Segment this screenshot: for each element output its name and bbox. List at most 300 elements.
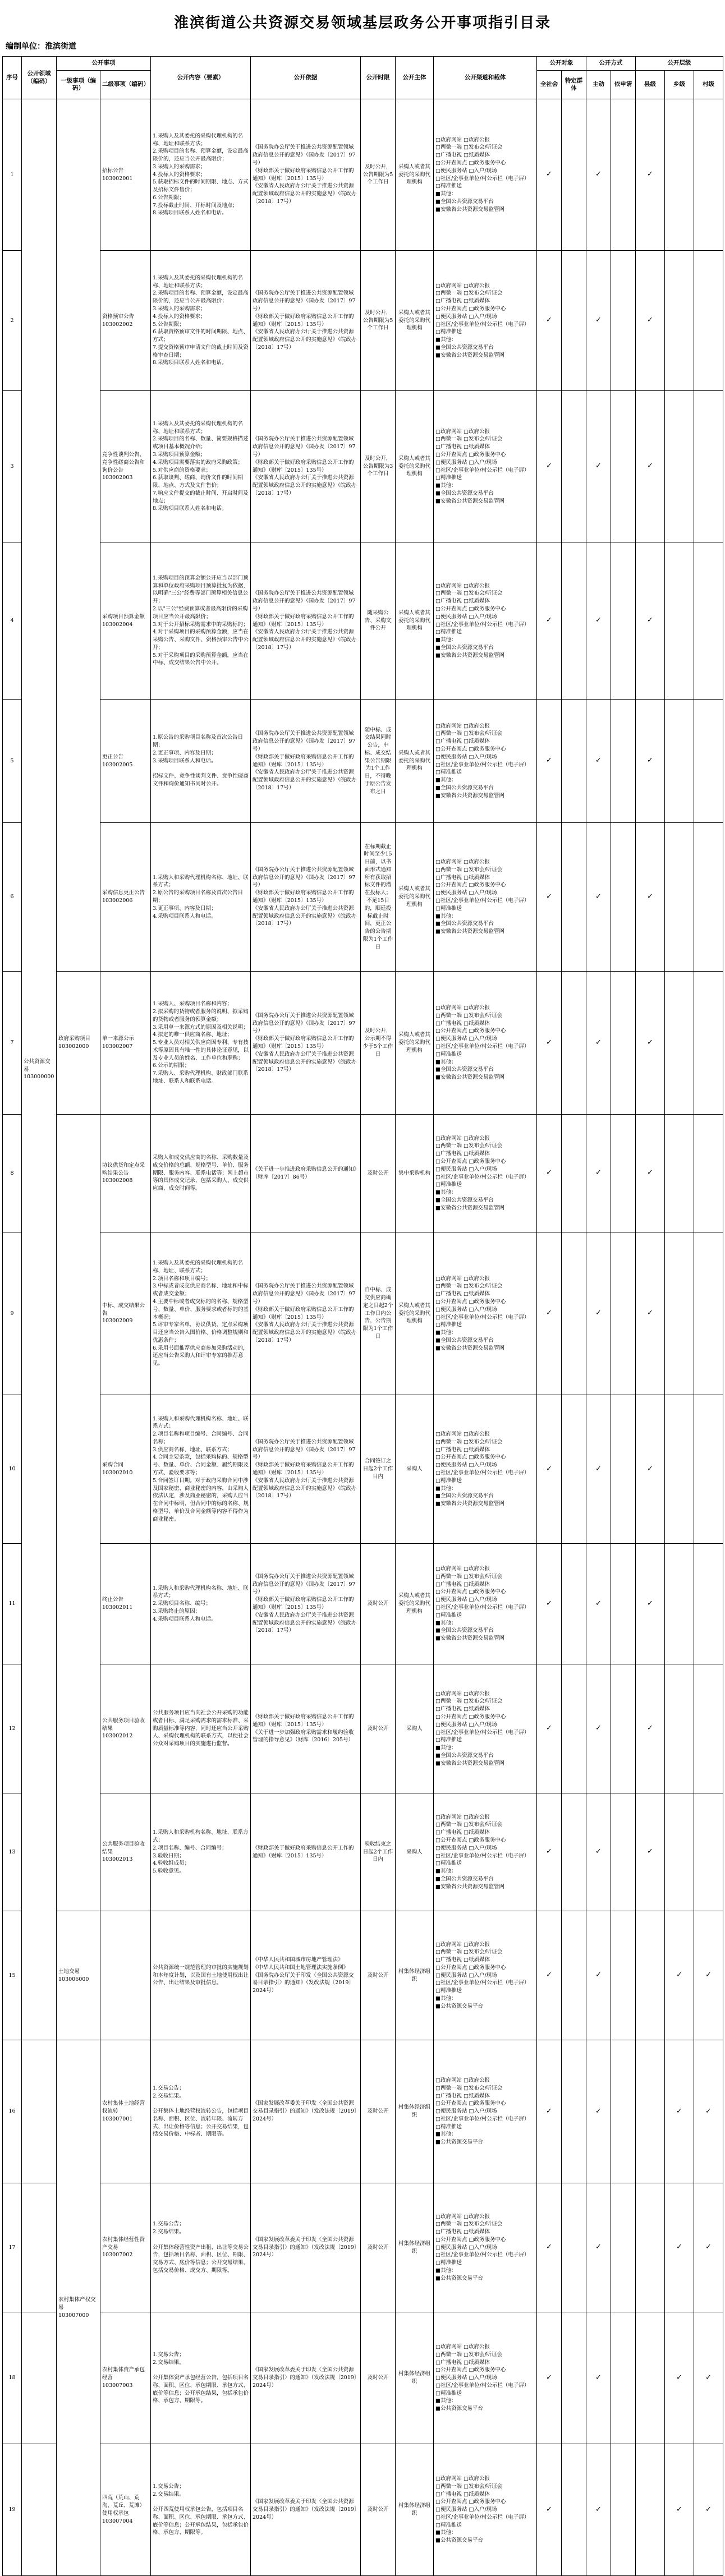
mark-specific-group — [562, 1115, 586, 1232]
mark-active: ✓ — [586, 542, 611, 700]
mark-active: ✓ — [586, 1232, 611, 1395]
basis-cell: 《国务院办公厅关于推进公共资源配置领域政府信息公开的意见》（国办发〔2017〕97号） 《财政部关于做好政府采购信息公开工作的通知》（财库〔2015〕135号） 《安徽省人民政府办公厅关于推进公共资源配置领域政府信息公开的实施意见》（皖政办〔2018〕17号） — [251, 99, 361, 251]
directory-table — [2, 56, 723, 2576]
mark-on-request — [611, 391, 636, 542]
mark-active: ✓ — [586, 823, 611, 972]
mark-all-society: ✓ — [537, 251, 562, 391]
subject-cell: 采购人 — [396, 1664, 434, 1793]
row-seq: 11 — [3, 1544, 22, 1664]
row-seq: 4 — [3, 542, 22, 700]
basis-cell: 《国家发展改革委关于印发〈全国公共资源交易目录指引〉的通知》（发改法规〔2019〕2024号） — [251, 2444, 361, 2576]
basis-cell: 《国务院办公厅关于推进公共资源配置领域政府信息公开的意见》（国办发〔2017〕97号） 《财政部关于做好政府采购信息公开工作的通知》（财库〔2015〕135号） 《安徽省人民政府办公厅关于推进公共资源配置领域政府信息公开的实施意见》（皖政办〔2018〕17号） — [251, 1395, 361, 1544]
mark-on-request — [611, 1911, 636, 2040]
row-seq: 10 — [3, 1395, 22, 1544]
channel-cell: □政府网站 □政府公报 □两微一端 □发布会/听证会 □广播电视 □纸质媒体 □公开查阅点 □政务服务中心 □便民服务站 □入户/现场 □社区/企事业单位/村公示栏（电子屏） □精准推送 ■其他： ■全国公共资源交易平台 ■安徽省公共资源交易监管网 — [434, 700, 537, 823]
level1-cell: 土地交易 103006000 — [57, 1911, 100, 2040]
table-row — [3, 1911, 723, 2040]
row-seq: 6 — [3, 823, 22, 972]
basis-cell: 《国务院办公厅关于推进公共资源配置领域政府信息公开的意见》（国办发〔2017〕97号） 《财政部关于做好政府采购信息公开工作的通知》（财库〔2015〕135号） 《安徽省人民政府办公厅关于推进公共资源配置领域政府信息公开的实施意见》（皖政办〔2018〕17号） — [251, 542, 361, 700]
mark-town — [665, 1232, 694, 1395]
mark-all-society: ✓ — [537, 1395, 562, 1544]
mark-county: ✓ — [636, 1793, 665, 1911]
channel-cell: □政府网站 □政府公报 □两微一端 □发布会/听证会 □广播电视 □纸质媒体 □公开查阅点 □政务服务中心 □便民服务站 □入户/现场 □社区/企事业单位/村公示栏（电子屏） □精准推送 ■其他： ■全国公共资源交易平台 ■安徽省公共资源交易监管网 — [434, 1544, 537, 1664]
table-row — [3, 2040, 723, 2183]
mark-county: ✓ — [636, 972, 665, 1115]
mark-specific-group — [562, 391, 586, 542]
mark-town — [665, 1115, 694, 1232]
header-content: 公开内容（要素） — [151, 57, 251, 99]
header-target: 公开对象 — [537, 57, 586, 71]
mark-town — [665, 1395, 694, 1544]
mark-on-request — [611, 251, 636, 391]
mark-village — [694, 1232, 723, 1395]
mark-town — [665, 1793, 694, 1911]
mark-town — [665, 1544, 694, 1664]
content-cell: 采购人和成交供应商的名称、采购数量及成交价格的总额、规格型号、单价、服务期限、服务内容、联系电话等；网上超市等的具体成交记录，包括采购人、成交供应商、成交时间等。 — [151, 1115, 251, 1232]
row-seq: 3 — [3, 391, 22, 542]
row-seq: 16 — [3, 2040, 22, 2183]
content-cell: 1.采购人及其委托的采购代理机构的名称、地址和联系方法； 2.采购项目的名称、预算金额，设定最高限价的，还应当公开最高限价； 3.采购人的采购需求； 4.投标人的资格要求； 5.公告期限； 6.获取资格预审文件的时间期限、地点、方式； 7.提交资格预审申请文件的截止时间及资格审查日期； 8.采购项目联系人姓名和电话。 — [151, 251, 251, 391]
mark-active: ✓ — [586, 1395, 611, 1544]
domain-cell: 公共资源交易 103000000 — [22, 99, 57, 2040]
content-cell: 1.交易公告； 2.交易结果。 公开四荒使用权承包公告，包括项目名称、面积、区位、承包期限、承包方式、底价等信息；公开承包结果，包括承包价格、承包方、期限等。 — [151, 2444, 251, 2576]
time-cell: 合同签订之日起2个工作日内 — [361, 1395, 396, 1544]
mark-village — [694, 251, 723, 391]
mark-active: ✓ — [586, 700, 611, 823]
mark-on-request — [611, 99, 636, 251]
mark-all-society: ✓ — [537, 972, 562, 1115]
mark-on-request — [611, 2312, 636, 2444]
mark-all-society: ✓ — [537, 700, 562, 823]
basis-cell: 《国务院办公厅关于推进公共资源配置领域政府信息公开的意见》（国办发〔2017〕97号） 《财政部关于做好政府采购信息公开工作的通知》（财库〔2015〕135号） 《安徽省人民政府办公厅关于推进公共资源配置领域政府信息公开的实施意见》（皖政办〔2018〕17号） — [251, 700, 361, 823]
row-seq: 12 — [3, 1664, 22, 1793]
mark-specific-group — [562, 1911, 586, 2040]
row-seq: 2 — [3, 251, 22, 391]
content-cell: 1.采购项目的预算金额公开应当以部门预算和单位政府采购项目预算批复为依据，以明确"三公"经费等部门预算相关信息公开； 2.以"三公"经费预算或者最高限价的采购项目应当公开最高限价； 3.对于公开招标采购需求中的采购标的； 4.对于采购项目的采购预算金额，应当在采购公告、采购文件、资格预审公告中公开； 5.对于采购项目的采购预算金额，应当在中标、成交结果公告中公开。 — [151, 542, 251, 700]
header-level2: 二级事项（编码） — [100, 71, 151, 99]
table-row — [3, 823, 723, 972]
level2-cell: 采购合同 103002010 — [100, 1395, 151, 1544]
mark-county: ✓ — [636, 1395, 665, 1544]
mark-county: ✓ — [636, 1544, 665, 1664]
basis-cell: 《财政部关于做好政府采购信息公开工作的通知》（财库〔2015〕135号） — [251, 1793, 361, 1911]
mark-active: ✓ — [586, 2444, 611, 2576]
mark-on-request — [611, 2444, 636, 2576]
mark-active: ✓ — [586, 2312, 611, 2444]
content-cell: 1.交易公告； 2.交易结果。 公开集体资产承包经营公告，包括项目名称、面积、区位、承包期限、承包方式、底价等信息；公开承包结果，包括承包价格、承包方、期限等。 — [151, 2312, 251, 2444]
subject-cell: 采购人或者其委托的采购代理机构 — [396, 542, 434, 700]
mark-county — [636, 2183, 665, 2312]
header-item: 公开事项 — [57, 57, 151, 71]
mark-all-society: ✓ — [537, 391, 562, 542]
table-row — [3, 2183, 723, 2312]
mark-town — [665, 251, 694, 391]
level1-cell: 政府采购项目 103002000 — [57, 972, 100, 1115]
level1-cell — [57, 1115, 100, 1911]
content-cell: 1.交易公告； 2.交易结果。 公开集体经营性资产出租、出让等交易公告，包括项目名称、面积、区位、期限、交易方式、底价等信息；公开交易结果，包括交易价格、成交方、期限等。 — [151, 2183, 251, 2312]
content-cell: 公共资源统一规范管理的审批的实施规划和本年度计划，以及国有土地使用权出让公告、出让结果及审批信息。 — [151, 1911, 251, 2040]
channel-cell: □政府网站 □政府公报 □两微一端 □发布会/听证会 □广播电视 □纸质媒体 □公开查阅点 □政务服务中心 □便民服务站 □入户/现场 □社区/企事业单位/村公示栏（电子屏） □精准推送 ■其他： ■全国公共资源交易平台 ■安徽省公共资源交易监管网 — [434, 542, 537, 700]
channel-cell: □政府网站 □政府公报 □两微一端 □发布会/听证会 □广播电视 □纸质媒体 □公开查阅点 □政务服务中心 □便民服务站 □入户/现场 □社区/企事业单位/村公示栏（电子屏） □精准推送 ■其他： ■公共资源交易平台 — [434, 2444, 537, 2576]
subject-cell: 集中采购机构 — [396, 1115, 434, 1232]
basis-cell: 《国务院办公厅关于推进公共资源配置领域政府信息公开的意见》（国办发〔2017〕97号） 《财政部关于做好政府采购信息公开工作的通知》（财库〔2015〕135号） 《安徽省人民政府办公厅关于推进公共资源配置领域政府信息公开的实施意见》（皖政办〔2018〕17号） — [251, 972, 361, 1115]
header-seq: 序号 — [3, 57, 22, 99]
row-seq: 1 — [3, 99, 22, 251]
channel-cell: □政府网站 □政府公报 □两微一端 □发布会/听证会 □广播电视 □纸质媒体 □公开查阅点 □政务服务中心 □便民服务站 □入户/现场 □社区/企事业单位/村公示栏（电子屏） □精准推送 ■其他： ■全国公共资源交易平台 ■安徽省公共资源交易监管网 — [434, 1664, 537, 1793]
subject-cell: 采购人或者其委托的采购代理机构 — [396, 1544, 434, 1664]
subject-cell: 采购人 — [396, 1793, 434, 1911]
row-seq: 19 — [3, 2444, 22, 2576]
mark-county: ✓ — [636, 700, 665, 823]
mark-town — [665, 823, 694, 972]
mark-village — [694, 542, 723, 700]
mark-on-request — [611, 1115, 636, 1232]
mark-on-request — [611, 700, 636, 823]
mark-village — [694, 823, 723, 972]
domain-cell — [22, 2183, 57, 2312]
mark-on-request — [611, 1232, 636, 1395]
channel-cell: □政府网站 □政府公报 □两微一端 □发布会/听证会 □广播电视 □纸质媒体 □公开查阅点 □政务服务中心 □便民服务站 □入户/现场 □社区/企事业单位/村公示栏（电子屏） □精准推送 ■其他： ■全国公共资源交易平台 ■安徽省公共资源交易监管网 — [434, 1232, 537, 1395]
header-domain: 公开领域（编码） — [22, 57, 57, 99]
subject-cell: 采购人或者其委托的采购代理机构 — [396, 700, 434, 823]
channel-cell: □政府网站 □政府公报 □两微一端 □发布会/听证会 □广播电视 □纸质媒体 □公开查阅点 □政务服务中心 □便民服务站 □入户/现场 □社区/企事业单位/村公示栏（电子屏） □精准推送 ■其他： ■全国公共资源交易平台 ■安徽省公共资源交易监管网 — [434, 823, 537, 972]
mark-village — [694, 391, 723, 542]
basis-cell: 《国务院办公厅关于推进公共资源配置领域政府信息公开的意见》（国办发〔2017〕97号） 《财政部关于做好政府采购信息公开工作的通知》（财库〔2015〕135号） 《安徽省人民政府办公厅关于推进公共资源配置领域政府信息公开的实施意见》（皖政办〔2018〕17号） — [251, 1232, 361, 1395]
content-cell: 1.采购人及其委托的采购代理机构的名称、地址、联系方式； 2.项目名称和项目编号； 3.中标或者成交供应商名称、地址和中标或者成交金额； 4.主要中标或者成交标的的名称、规格型号、数量、单价、服务要求或者标的的基本概况； 5.评审专家名单，协议供货、定点采购项目还应当公告入围价格、价格调整规则和优惠条件； 6.采用书面推荐供应商参加采购活动的，还应当公告采购人和评审专家的推荐意见。 — [151, 1232, 251, 1395]
level2-cell: 单一来源公示 103002007 — [100, 972, 151, 1115]
header-method: 公开方式 — [586, 57, 636, 71]
content-cell: 1.采购人、采购项目名称和内容； 2.拟采购的货物或者服务的说明、拟采购的货物或者服务的预算金额； 3.采用单一来源方式的原因及相关说明； 4.拟定的唯一供应商名称、地址； 5.专业人员对相关供应商因专利、专有技术等原因具有唯一性的具体论证意见，以及专业人员的姓名、工作单位和职称； 6.公示的期限； 7.采购人、采购代理机构、财政部门联系地址、联系人和联系电话。 — [151, 972, 251, 1115]
header-active: 主动 — [586, 71, 611, 99]
table-row — [3, 1793, 723, 1911]
content-cell: 1.采购人及其委托的采购代理机构的名称、地址和联系方法； 2.采购项目的名称、预算金额，设定最高限价的，还应当公开最高限价； 3.采购人的采购需求； 4.投标人的资格要求； 5.获取招标文件的时间期限、地点、方式及招标文件售价； 6.公告期限； 7.投标截止时间、开标时间及地点； 8.采购项目联系人姓名和电话。 — [151, 99, 251, 251]
mark-village — [694, 1544, 723, 1664]
mark-all-society: ✓ — [537, 1911, 562, 2040]
table-row — [3, 700, 723, 823]
mark-town — [665, 99, 694, 251]
channel-cell: □政府网站 □政府公报 □两微一端 □发布会/听证会 □广播电视 □纸质媒体 □公开查阅点 □政务服务中心 □便民服务站 □入户/现场 □社区/企事业单位/村公示栏（电子屏） □精准推送 ■其他： ■全国公共资源交易平台 ■安徽省公共资源交易监管网 — [434, 972, 537, 1115]
mark-all-society: ✓ — [537, 542, 562, 700]
channel-cell: □政府网站 □政府公报 □两微一端 □发布会/听证会 □广播电视 □纸质媒体 □公开查阅点 □政务服务中心 □便民服务站 □入户/现场 □社区/企事业单位/村公示栏（电子屏） □精准推送 ■其他： ■全国公共资源交易平台 ■安徽省公共资源交易监管网 — [434, 251, 537, 391]
row-seq: 5 — [3, 700, 22, 823]
table-row — [3, 2312, 723, 2444]
mark-specific-group — [562, 2040, 586, 2183]
channel-cell: □政府网站 □政府公报 □两微一端 □发布会/听证会 □广播电视 □纸质媒体 □公开查阅点 □政务服务中心 □便民服务站 □入户/现场 □社区/企事业单位/村公示栏（电子屏） □精准推送 ■其他： ■公共资源交易平台 — [434, 2183, 537, 2312]
mark-county — [636, 2312, 665, 2444]
subject-cell: 采购人 — [396, 1395, 434, 1544]
mark-all-society: ✓ — [537, 2312, 562, 2444]
mark-village: ✓ — [694, 2312, 723, 2444]
mark-all-society: ✓ — [537, 99, 562, 251]
mark-village: ✓ — [694, 2444, 723, 2576]
basis-cell: 《财政部关于做好政府采购信息公开工作的通知》（财库〔2015〕135号） 《关于进一步加强政府采购需求和履约验收管理的指导意见》（财库〔2016〕205号） — [251, 1664, 361, 1793]
table-row — [3, 1395, 723, 1544]
mark-active: ✓ — [586, 972, 611, 1115]
mark-active: ✓ — [586, 2040, 611, 2183]
mark-active: ✓ — [586, 1793, 611, 1911]
time-cell: 验收结束之日起2个工作日内 — [361, 1793, 396, 1911]
mark-specific-group — [562, 1664, 586, 1793]
mark-all-society: ✓ — [537, 2444, 562, 2576]
mark-town: ✓ — [665, 2444, 694, 2576]
basis-cell: 《国务院办公厅关于推进公共资源配置领域政府信息公开的意见》（国办发〔2017〕97号） 《财政部关于做好政府采购信息公开工作的通知》（财库〔2015〕135号） 《安徽省人民政府办公厅关于推进公共资源配置领域政府信息公开的实施意见》（皖政办〔2018〕17号） — [251, 823, 361, 972]
row-seq: 13 — [3, 1793, 22, 1911]
table-row — [3, 1664, 723, 1793]
level2-cell: 招标公告 103002001 — [100, 99, 151, 251]
basis-cell: 《国家发展改革委关于印发〈全国公共资源交易目录指引〉的通知》（发改法规〔2019〕2024号） — [251, 2312, 361, 2444]
level2-cell: 农村集体土地经营权流转 103007001 — [100, 2040, 151, 2183]
time-cell: 随采购公告、采购文件公开 — [361, 542, 396, 700]
header-basis: 公开依据 — [251, 57, 361, 99]
level2-cell: 竞争性谈判公告、竞争性磋商公告和询价公告 103002003 — [100, 391, 151, 542]
mark-all-society: ✓ — [537, 2040, 562, 2183]
level2-cell: 公共服务项目验收结果 103002012 — [100, 1664, 151, 1793]
header-subject: 公开主体 — [396, 57, 434, 99]
content-cell: 1.采购人及其委托的采购代理机构的名称、地址和联系方式； 2.采购项目的名称、数量、简要规格描述或项目基本概况介绍； 3.采购项目预算金额； 4.采购项目需要落实的政府采购政策； 5.对供应商的资格要求； 6.获取谈判、磋商、询价文件的时间期限、地点、方式及文件售价； 7.响应文件提交的截止时间、开启时间及地点； 8.采购项目联系人姓名和电话。 — [151, 391, 251, 542]
channel-cell: □政府网站 □政府公报 □两微一端 □发布会/听证会 □广播电视 □纸质媒体 □公开查阅点 □政务服务中心 □便民服务站 □入户/现场 □社区/企事业单位/村公示栏（电子屏） □精准推送 ■其他： ■全国公共资源交易平台 ■安徽省公共资源交易监管网 — [434, 1793, 537, 1911]
time-cell: 及时公开 — [361, 1544, 396, 1664]
domain-cell — [22, 2312, 57, 2444]
mark-specific-group — [562, 2312, 586, 2444]
content-cell: 1.采购人和采购代理机构名称、地址、联系方式； 2.项目名称和项目编号、合同编号、合同名称； 3.供应商名称、地址、联系方式； 4.合同主要条款，包括采购标的、规格型号、数量、单价、合同金额、履约期限及方式、验收要求等； 5.合同签订日期。对于政府采购合同中涉及国家秘密、商业秘密的内容，由采购人依法认定，涉及商业秘密的，采购人应当在合同中标明，但合同中的标的名称、规格型号、单价及合同金额等内容不得作为商业秘密。 — [151, 1395, 251, 1544]
header-specific-group: 特定群体 — [562, 71, 586, 99]
mark-on-request — [611, 823, 636, 972]
row-seq: 9 — [3, 1232, 22, 1395]
channel-cell: □政府网站 □政府公报 □两微一端 □发布会/听证会 □广播电视 □纸质媒体 □公开查阅点 □政务服务中心 □便民服务站 □入户/现场 □社区/企事业单位/村公示栏（电子屏） □精准推送 ■其他： ■全国公共资源交易平台 ■安徽省公共资源交易监管网 — [434, 99, 537, 251]
mark-active: ✓ — [586, 1911, 611, 2040]
level2-cell: 公共服务项目验收结果 103002013 — [100, 1793, 151, 1911]
row-seq: 8 — [3, 1115, 22, 1232]
level2-cell: 采购项目预算金额 103002004 — [100, 542, 151, 700]
table-row — [3, 251, 723, 391]
subject-cell: 采购人或者其委托的采购代理机构 — [396, 391, 434, 542]
mark-all-society: ✓ — [537, 1664, 562, 1793]
subject-cell: 村集体经济组织 — [396, 2040, 434, 2183]
compiling-unit: 编制单位：淮滨街道 — [6, 42, 76, 51]
mark-specific-group — [562, 972, 586, 1115]
time-cell: 及时公开 — [361, 2183, 396, 2312]
mark-specific-group — [562, 2444, 586, 2576]
table-row — [3, 1232, 723, 1395]
mark-village: ✓ — [694, 2183, 723, 2312]
table-row — [3, 1115, 723, 1232]
level2-cell: 农村集体经营性资产交易 103007002 — [100, 2183, 151, 2312]
row-seq: 7 — [3, 972, 22, 1115]
mark-active: ✓ — [586, 391, 611, 542]
mark-active: ✓ — [586, 1544, 611, 1664]
mark-on-request — [611, 2040, 636, 2183]
time-cell: 及时公开，公告期限为3个工作日 — [361, 391, 396, 542]
table-row — [3, 1544, 723, 1664]
mark-town — [665, 1664, 694, 1793]
channel-cell: □政府网站 □政府公报 □两微一端 □发布会/听证会 □广播电视 □纸质媒体 □公开查阅点 □政务服务中心 □便民服务站 □入户/现场 □社区/企事业单位/村公示栏（电子屏） □精准推送 ■其他： ■全国公共资源交易平台 ■安徽省公共资源交易监管网 — [434, 1395, 537, 1544]
mark-on-request — [611, 2183, 636, 2312]
subject-cell: 村集体经济组织 — [396, 2183, 434, 2312]
subject-cell: 采购人或者其委托的采购代理机构 — [396, 1232, 434, 1395]
mark-village — [694, 1395, 723, 1544]
subject-cell: 采购人或者其委托的采购代理机构 — [396, 823, 434, 972]
mark-specific-group — [562, 823, 586, 972]
header-village: 村级 — [694, 71, 723, 99]
mark-village — [694, 99, 723, 251]
time-cell: 自中标、成交供应商确定之日起2个工作日内公告，公告期限为1个工作日 — [361, 1232, 396, 1395]
mark-specific-group — [562, 1793, 586, 1911]
header-row-top — [3, 57, 723, 71]
content-cell: 1.原公告的采购项目名称及首次公告日期； 2.更正事项、内容及日期； 3.采购项目联系人和电话。 招标文件、竞争性谈判文件、竞争性磋商文件和询价通知书同时公开。 — [151, 700, 251, 823]
subject-cell: 村集体经济组织 — [396, 1911, 434, 2040]
mark-town — [665, 542, 694, 700]
time-cell: 及时公开 — [361, 1664, 396, 1793]
header-all-society: 全社会 — [537, 71, 562, 99]
level2-cell: 协议供货和定点采购结果公告 103002008 — [100, 1115, 151, 1232]
mark-county: ✓ — [636, 542, 665, 700]
subject-cell: 采购人或者其委托的采购代理机构 — [396, 972, 434, 1115]
time-cell: 及时公开，公告期限为5个工作日 — [361, 251, 396, 391]
row-seq: 18 — [3, 2312, 22, 2444]
level1-cell: 农村集体产权交易 103007000 — [57, 2040, 100, 2576]
mark-county: ✓ — [636, 1664, 665, 1793]
table-row — [3, 542, 723, 700]
mark-all-society: ✓ — [537, 823, 562, 972]
mark-active: ✓ — [586, 1664, 611, 1793]
mark-county — [636, 2040, 665, 2183]
table-row — [3, 99, 723, 251]
mark-town: ✓ — [665, 2312, 694, 2444]
channel-cell: □政府网站 □政府公报 □两微一端 □发布会/听证会 □广播电视 □纸质媒体 □公开查阅点 □政务服务中心 □便民服务站 □入户/现场 □社区/企事业单位/村公示栏（电子屏） □精准推送 ■其他： ■公共资源交易平台 — [434, 1911, 537, 2040]
page-title: 淮滨街道公共资源交易领域基层政务公开事项指引目录 — [173, 15, 551, 31]
basis-cell: 《国务院办公厅关于推进公共资源配置领域政府信息公开的意见》（国办发〔2017〕97号） 《财政部关于做好政府采购信息公开工作的通知》（财库〔2015〕135号） 《安徽省人民政府办公厅关于推进公共资源配置领域政府信息公开的实施意见》（皖政办〔2018〕17号） — [251, 391, 361, 542]
basis-cell: 《关于进一步推进政府采购信息公开的通知》（财库〔2017〕86号） — [251, 1115, 361, 1232]
mark-village: ✓ — [694, 2040, 723, 2183]
basis-cell: 《国家发展改革委关于印发〈全国公共资源交易目录指引〉的通知》（发改法规〔2019〕2024号） — [251, 2183, 361, 2312]
mark-on-request — [611, 542, 636, 700]
header-time: 公开时限 — [361, 57, 396, 99]
time-cell: 及时公开 — [361, 1911, 396, 2040]
mark-all-society: ✓ — [537, 2183, 562, 2312]
level2-cell: 更正公告 103002005 — [100, 700, 151, 823]
header-on-request: 依申请 — [611, 71, 636, 99]
header-channel: 公开渠道和载体 — [434, 57, 537, 99]
time-cell: 及时公开，公示期不得少于5个工作日 — [361, 972, 396, 1115]
level2-cell: 资格预审公告 103002002 — [100, 251, 151, 391]
mark-specific-group — [562, 1232, 586, 1395]
basis-cell: 《国务院办公厅关于推进公共资源配置领域政府信息公开的意见》（国办发〔2017〕97号） 《财政部关于做好政府采购信息公开工作的通知》（财库〔2015〕135号） 《安徽省人民政府办公厅关于推进公共资源配置领域政府信息公开的实施意见》（皖政办〔2018〕17号） — [251, 1544, 361, 1664]
channel-cell: □政府网站 □政府公报 □两微一端 □发布会/听证会 □广播电视 □纸质媒体 □公开查阅点 □政务服务中心 □便民服务站 □入户/现场 □社区/企事业单位/村公示栏（电子屏） □精准推送 ■其他： ■公共资源交易平台 — [434, 2312, 537, 2444]
mark-all-society: ✓ — [537, 1115, 562, 1232]
time-cell: 及时公开 — [361, 1115, 396, 1232]
time-cell: 及时公开 — [361, 2040, 396, 2183]
mark-town: ✓ — [665, 2183, 694, 2312]
mark-specific-group — [562, 251, 586, 391]
mark-active: ✓ — [586, 2183, 611, 2312]
mark-county: ✓ — [636, 823, 665, 972]
channel-cell: □政府网站 □政府公报 □两微一端 □发布会/听证会 □广播电视 □纸质媒体 □公开查阅点 □政务服务中心 □便民服务站 □入户/现场 □社区/企事业单位/村公示栏（电子屏） □精准推送 ■其他： ■公共资源交易平台 — [434, 2040, 537, 2183]
subject-cell: 村集体经济组织 — [396, 2312, 434, 2444]
mark-active: ✓ — [586, 251, 611, 391]
mark-on-request — [611, 1664, 636, 1793]
level2-cell: 四荒（荒山、荒沟、荒丘、荒滩）使用权承包 103007004 — [100, 2444, 151, 2576]
mark-county: ✓ — [636, 391, 665, 542]
mark-specific-group — [562, 542, 586, 700]
level2-cell: 农村集体资产承包经营 103007003 — [100, 2312, 151, 2444]
mark-on-request — [611, 1544, 636, 1664]
header-town: 乡级 — [665, 71, 694, 99]
mark-village — [694, 700, 723, 823]
basis-cell: 《国家发展改革委关于印发〈全国公共资源交易目录指引〉的通知》（发改法规〔2019〕2024号） — [251, 2040, 361, 2183]
content-cell: 1.交易公告； 2.交易结果。 公开集体土地经营权流转公告，包括项目名称、面积、区位、流转年限、流转方式、出让价格等信息；公开交易结果，包括交易价格、中标者、期限等。 — [151, 2040, 251, 2183]
domain-cell — [22, 2444, 57, 2576]
content-cell: 1.采购人和采购机构名称、地址、联系方式； 2.项目名称、编号、合同编号； 3.验收日期； 4.验收组成员； 5.验收意见。 — [151, 1793, 251, 1911]
table-row — [3, 391, 723, 542]
mark-county: ✓ — [636, 99, 665, 251]
channel-cell: □政府网站 □政府公报 □两微一端 □发布会/听证会 □广播电视 □纸质媒体 □公开查阅点 □政务服务中心 □便民服务站 □入户/现场 □社区/企事业单位/村公示栏（电子屏） □精准推送 ■其他： ■全国公共资源交易平台 ■安徽省公共资源交易监管网 — [434, 391, 537, 542]
row-seq: 17 — [3, 2183, 22, 2312]
mark-county: ✓ — [636, 1232, 665, 1395]
channel-cell: □政府网站 □政府公报 □两微一端 □发布会/听证会 □广播电视 □纸质媒体 □公开查阅点 □政务服务中心 □便民服务站 □入户/现场 □社区/企事业单位/村公示栏（电子屏） □精准推送 ■其他： ■全国公共资源交易平台 ■安徽省公共资源交易监管网 — [434, 1115, 537, 1232]
mark-specific-group — [562, 700, 586, 823]
header-level1: 一级事项（编码） — [57, 71, 100, 99]
mark-town — [665, 972, 694, 1115]
mark-on-request — [611, 1395, 636, 1544]
domain-cell — [22, 2040, 57, 2183]
time-cell: 及时公开 — [361, 2444, 396, 2576]
content-cell: 公共服务项目应当向社会公开采购的功能或者目标、满足采购需求的需求标准、采购质量标准等内容，同时还应当公开采购人、采购代理机构的联系方式，以便社会公众对采购项目的实施进行监督。 — [151, 1664, 251, 1793]
mark-town — [665, 700, 694, 823]
basis-cell: 《国务院办公厅关于推进公共资源配置领域政府信息公开的意见》（国办发〔2017〕97号） 《财政部关于做好政府采购信息公开工作的通知》（财库〔2015〕135号） 《安徽省人民政府办公厅关于推进公共资源配置领域政府信息公开的实施意见》（皖政办〔2018〕17号） — [251, 251, 361, 391]
header-county: 县级 — [636, 71, 665, 99]
mark-all-society: ✓ — [537, 1544, 562, 1664]
mark-all-society: ✓ — [537, 1793, 562, 1911]
mark-county — [636, 2444, 665, 2576]
level2-cell: 中标、成交结果公告 103002009 — [100, 1232, 151, 1395]
mark-on-request — [611, 1793, 636, 1911]
mark-village — [694, 1115, 723, 1232]
header-level: 公开层级 — [636, 57, 723, 71]
row-seq: 15 — [3, 1911, 22, 2040]
subject-cell: 采购人或者其委托的采购代理机构 — [396, 99, 434, 251]
time-cell: 随中标、成交结果同时公告，中标、成交结果公告期限为1个工作日，不得晚于原公告发布之日 — [361, 700, 396, 823]
content-cell: 1.采购人和采购代理机构名称、地址、联系方式； 2.原公告的采购项目名称及首次公告日期； 3.更正事项、内容及日期； 4.采购项目联系人和电话。 — [151, 823, 251, 972]
subject-cell: 村集体经济组织 — [396, 2444, 434, 2576]
mark-on-request — [611, 972, 636, 1115]
subject-cell: 采购人或者其委托的采购代理机构 — [396, 251, 434, 391]
content-cell: 1.采购人和采购代理机构名称、地址、联系方式； 2.采购项目名称、编号； 3.采购终止的原因； 4.采购项目联系人和电话。 — [151, 1544, 251, 1664]
time-cell: 在标期截止时间至少15日前，以书面形式通知所有获取招标文件的潜在投标人；不足15日的，顺延投标截止时间，更正公告的公告期限为1个工作日 — [361, 823, 396, 972]
mark-town: ✓ — [665, 2040, 694, 2183]
mark-active: ✓ — [586, 1115, 611, 1232]
mark-town: ✓ — [665, 1911, 694, 2040]
mark-county: ✓ — [636, 1115, 665, 1232]
level2-cell — [100, 1911, 151, 2040]
time-cell: 及时公开，公告期限为5个工作日 — [361, 99, 396, 251]
table-row — [3, 2444, 723, 2576]
mark-village — [694, 1793, 723, 1911]
level1-cell — [57, 99, 100, 972]
mark-county: ✓ — [636, 251, 665, 391]
mark-specific-group — [562, 1544, 586, 1664]
mark-town — [665, 391, 694, 542]
mark-specific-group — [562, 1395, 586, 1544]
mark-active: ✓ — [586, 99, 611, 251]
mark-village — [694, 1664, 723, 1793]
basis-cell: 《中华人民共和国城市房地产管理法》 《中华人民共和国土地管理法实施条例》 《国务院办公厅关于印发〈全国公共资源交易目录指引〉的通知》（发改法规〔2019〕2024号） — [251, 1911, 361, 2040]
table-row — [3, 972, 723, 1115]
time-cell: 及时公开 — [361, 2312, 396, 2444]
level2-cell: 采购信息更正公告 103002006 — [100, 823, 151, 972]
mark-village: ✓ — [694, 1911, 723, 2040]
mark-county — [636, 1911, 665, 2040]
mark-village — [694, 972, 723, 1115]
